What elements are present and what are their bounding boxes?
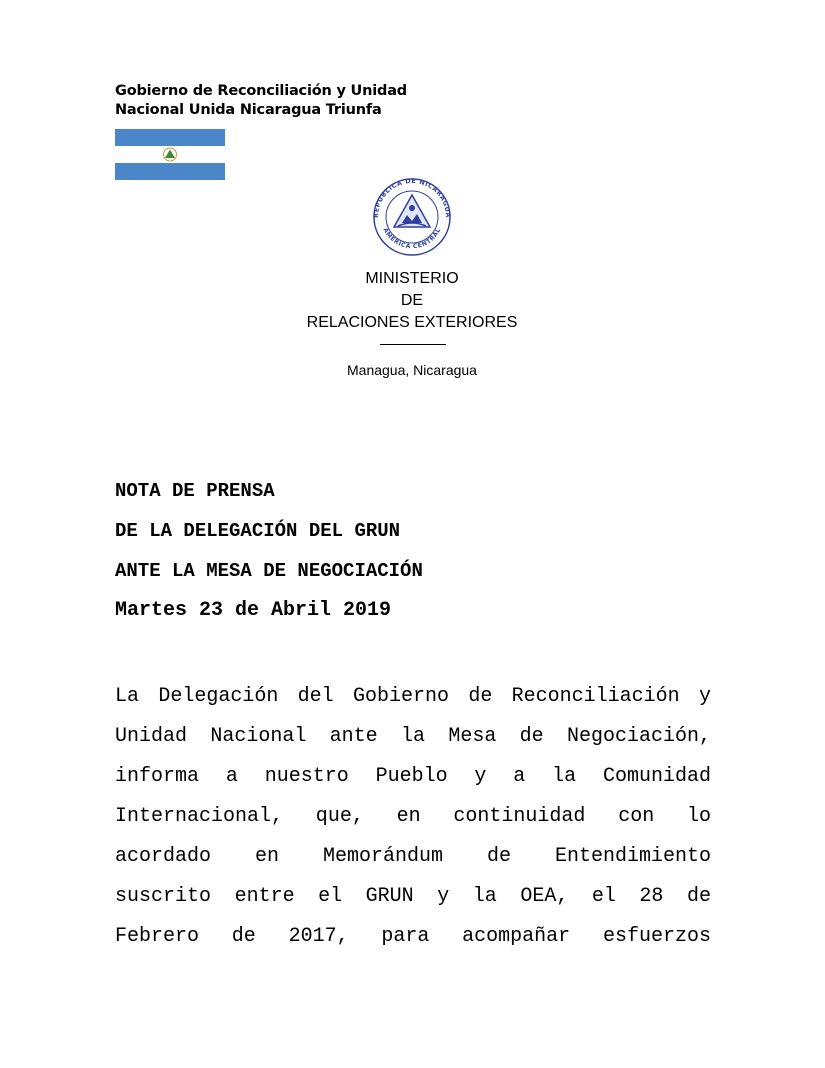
press-note-date: Martes 23 de Abril 2019 <box>115 599 392 622</box>
government-name-line-1: Gobierno de Reconciliación y Unidad <box>115 83 407 99</box>
ministry-divider <box>380 344 446 345</box>
ministry-line-2: DE <box>400 292 424 309</box>
press-note-line-3: ANTE LA MESA DE NEGOCIACIÓN <box>115 560 423 582</box>
seal-top-text: REPUBLICA DE NICARAGUA <box>372 177 452 219</box>
body-line: Internacional, que, en continuidad con lo <box>115 805 711 828</box>
svg-text:AMERICA CENTRAL <box>381 227 442 250</box>
press-note-line-2: DE LA DELEGACIÓN DEL GRUN <box>115 520 401 542</box>
body-line: Febrero de 2017, para acompañar esfuerzos <box>115 925 711 948</box>
body-line: Unidad Nacional ante la Mesa de Negociación, <box>115 725 711 748</box>
nicaragua-coat-of-arms-icon <box>366 177 458 257</box>
body-line: informa a nuestro Pueblo y a la Comunidad <box>115 765 711 788</box>
press-note-line-1: NOTA DE PRENSA <box>115 480 275 502</box>
press-note-heading <box>115 471 423 631</box>
ministry-line-1: MINISTERIO <box>365 270 459 287</box>
government-name-line-2: Nacional Unida Nicaragua Triunfa <box>115 102 382 118</box>
government-header <box>115 82 407 120</box>
press-note-body <box>115 677 711 957</box>
body-line: suscrito entre el GRUN y la OEA, el 28 de <box>115 885 711 908</box>
ministry-line-3: RELACIONES EXTERIORES <box>306 314 518 331</box>
city-location: Managua, Nicaragua <box>347 362 477 378</box>
body-line: acordado en Memorándum de Entendimiento <box>115 845 711 868</box>
body-line: La Delegación del Gobierno de Reconciliación y <box>115 685 711 708</box>
seal-bottom-text: AMERICA CENTRAL <box>381 226 443 251</box>
nicaragua-flag-icon <box>115 129 225 180</box>
ministry-title <box>262 268 562 334</box>
